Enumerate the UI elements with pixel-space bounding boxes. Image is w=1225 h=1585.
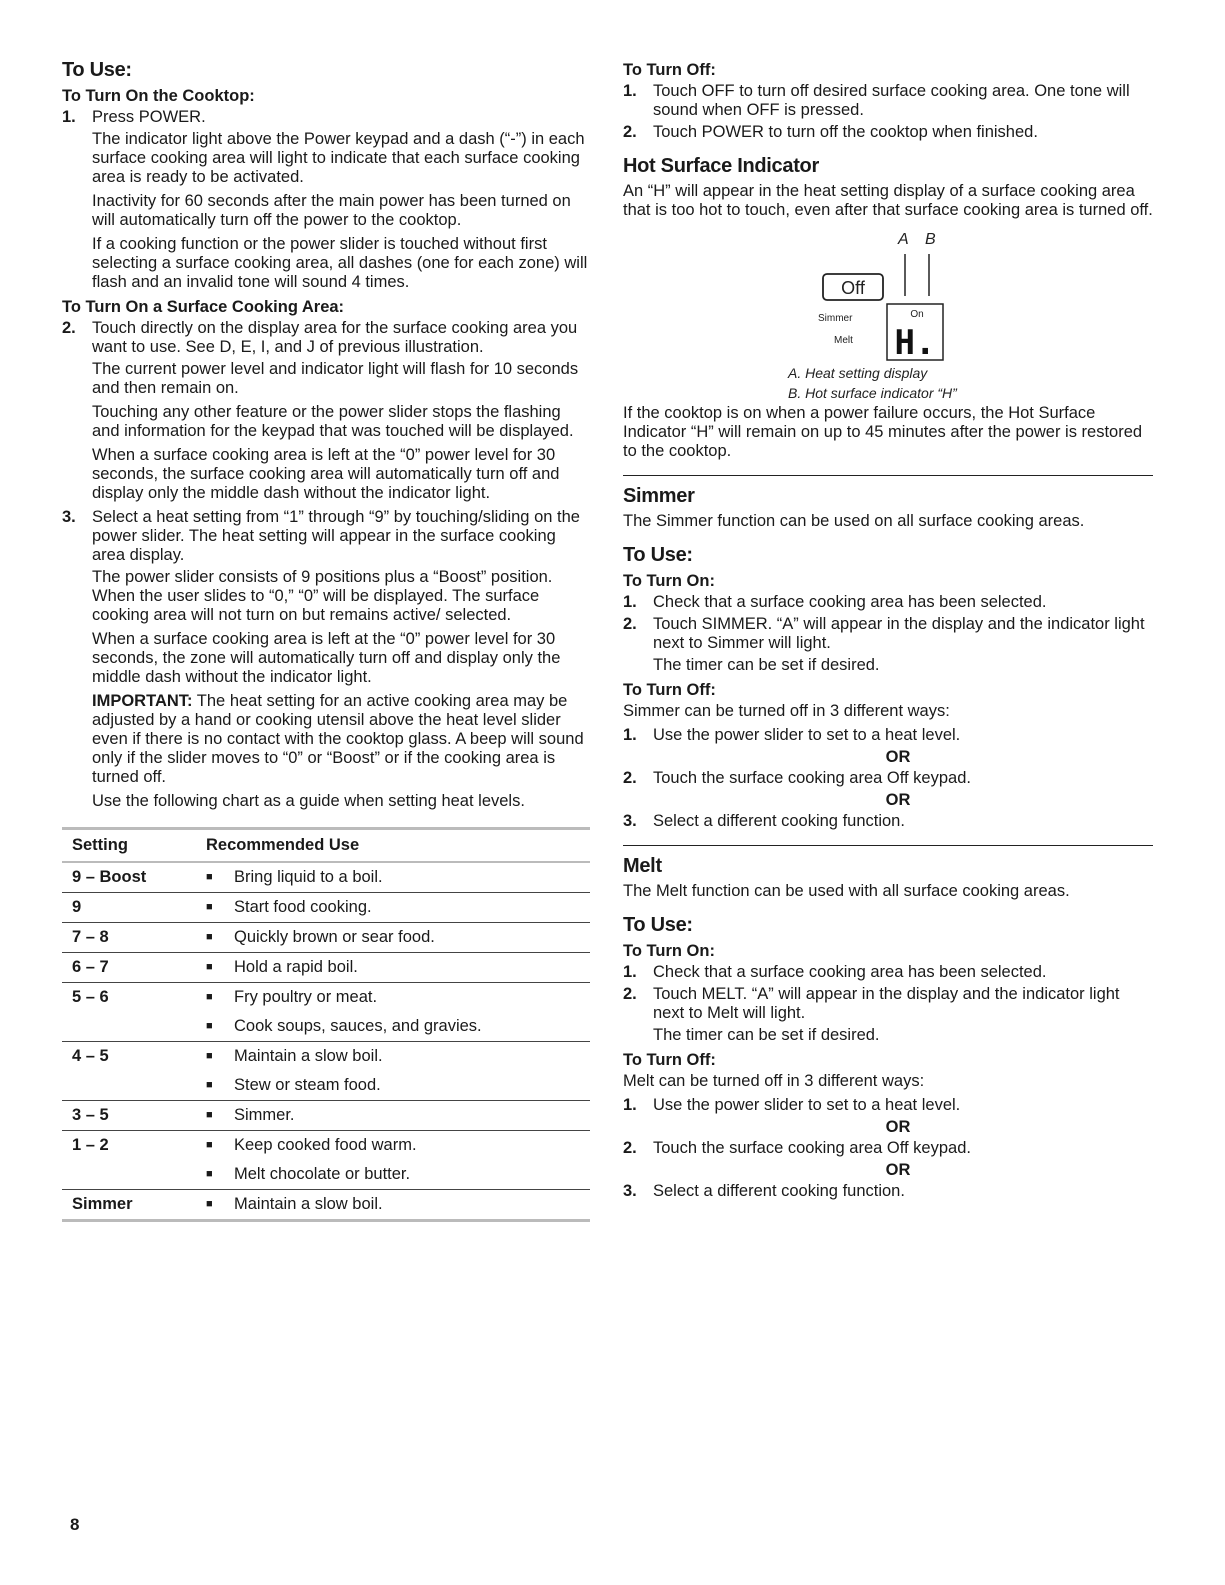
- table-body: [62, 863, 590, 1222]
- heading-simmer-to-use: To Use:: [623, 544, 693, 566]
- label-a: A: [898, 231, 909, 248]
- or-separator: OR: [885, 1118, 911, 1136]
- bullet-icon: ■: [206, 931, 213, 943]
- important-label: IMPORTANT:: [92, 692, 193, 710]
- subheading-turn-on-cooktop: To Turn On the Cooktop:: [62, 87, 255, 105]
- setting-cell: Simmer: [72, 1195, 133, 1213]
- step-text: Select a different cooking function.: [653, 1182, 905, 1200]
- melt-label: Melt: [834, 335, 853, 346]
- subheading-melt-turn-off: To Turn Off:: [623, 1051, 716, 1069]
- setting-cell: 9 – Boost: [72, 868, 147, 886]
- setting-cell: 3 – 5: [72, 1106, 109, 1124]
- use-cell: Keep cooked food warm.: [234, 1136, 417, 1154]
- bullet-icon: ■: [206, 1020, 213, 1032]
- or-separator: OR: [885, 748, 911, 766]
- simmer-off-step-2: [623, 769, 1153, 788]
- paragraph: The power slider consists of 9 positions plus a “Boost” position. When the user slides to “0,” “0” will be displayed. The surface cooking area will not turn on but remains active/ selected.: [92, 568, 553, 624]
- control-display-illustration: [623, 226, 1153, 366]
- bullet-icon: ■: [206, 1050, 213, 1062]
- paragraph: Melt can be turned off in 3 different ways:: [623, 1072, 925, 1090]
- h-indicator: H.: [894, 323, 936, 363]
- bullet-icon: ■: [206, 1168, 213, 1180]
- left-column: [62, 58, 590, 1222]
- table-row: [62, 1012, 590, 1041]
- setting-cell: 6 – 7: [72, 958, 109, 976]
- step-number: 1.: [623, 593, 637, 611]
- table-row: [62, 893, 590, 922]
- step-text: Check that a surface cooking area has been selected.: [653, 963, 1047, 981]
- step-text: Press POWER.: [92, 108, 206, 126]
- step-number: 3.: [62, 508, 76, 526]
- table-row-group: [62, 1190, 590, 1222]
- step-number: 2.: [623, 985, 637, 1003]
- setting-cell: 9: [72, 898, 82, 916]
- step-number: 3.: [623, 812, 637, 830]
- step-2: [62, 319, 590, 357]
- paragraph: If a cooking function or the power slider is touched without first selecting a surface cooking area, all dashes (one for each zone) will flash and an invalid tone will sound 4 times.: [92, 235, 588, 291]
- section-heading-to-use: To Use:: [62, 59, 132, 81]
- melt-off-step-3: [623, 1182, 1153, 1201]
- table-header: [62, 830, 590, 863]
- table-row-group: [62, 923, 590, 953]
- table-row: [62, 1160, 590, 1189]
- table-row-group: [62, 1131, 590, 1190]
- figure-caption: [788, 363, 957, 403]
- divider: [623, 475, 1153, 476]
- paragraph: The indicator light above the Power keypad and a dash (“-”) in each surface cooking area will light to indicate that each surface cooking area is ready to be activated.: [92, 130, 585, 186]
- melt-off-step-2: [623, 1139, 1153, 1158]
- step-text: Touch directly on the display area for the surface cooking area you want to use. See D, E, I, and J of previous illustration.: [92, 319, 578, 356]
- paragraph: The timer can be set if desired.: [653, 1026, 880, 1044]
- bullet-icon: ■: [206, 901, 213, 913]
- step-number: 3.: [623, 1182, 637, 1200]
- setting-cell: 4 – 5: [72, 1047, 109, 1065]
- setting-cell: 5 – 6: [72, 988, 109, 1006]
- bullet-icon: ■: [206, 991, 213, 1003]
- divider: [623, 845, 1153, 846]
- table-row: [62, 983, 590, 1012]
- paragraph: Use the following chart as a guide when setting heat levels.: [92, 792, 525, 810]
- table-row: [62, 1071, 590, 1100]
- step-text: Touch MELT. “A” will appear in the display and the indicator light next to Melt will light.: [653, 985, 1120, 1022]
- paragraph: When a surface cooking area is left at the “0” power level for 30 seconds, the zone will automatically turn off and display only the middle dash without the indicator light.: [92, 630, 561, 686]
- melt-on-step-2: [623, 985, 1153, 1023]
- use-cell: Melt chocolate or butter.: [234, 1165, 411, 1183]
- simmer-off-step-1: [623, 726, 1153, 745]
- label-b: B: [925, 231, 936, 248]
- table-row: [62, 1101, 590, 1130]
- bullet-icon: ■: [206, 1139, 213, 1151]
- table-row: [62, 1042, 590, 1071]
- step-number: 2.: [623, 615, 637, 633]
- melt-off-step-1: [623, 1096, 1153, 1115]
- page-number: 8: [70, 1515, 80, 1534]
- step-3: [62, 508, 590, 565]
- step-text: Select a heat setting from “1” through “9” by touching/sliding on the power slider. The heat setting will appear in the surface cooking area display.: [92, 508, 580, 564]
- use-cell: Bring liquid to a boil.: [234, 868, 383, 886]
- step-number: 2.: [623, 123, 637, 141]
- use-cell: Simmer.: [234, 1106, 295, 1124]
- paragraph: Inactivity for 60 seconds after the main power has been turned on will automatically turn off the power to the cooktop.: [92, 192, 571, 229]
- use-cell: Cook soups, sauces, and gravies.: [234, 1017, 482, 1035]
- table-row-group: [62, 1042, 590, 1101]
- table-row: [62, 1131, 590, 1160]
- bullet-icon: ■: [206, 1109, 213, 1121]
- step-text: Touch the surface cooking area Off keypad.: [653, 769, 971, 787]
- bullet-icon: ■: [206, 961, 213, 973]
- table-row-group: [62, 983, 590, 1042]
- paragraph: Simmer can be turned off in 3 different ways:: [623, 702, 950, 720]
- simmer-label: Simmer: [818, 313, 853, 324]
- bullet-icon: ■: [206, 1079, 213, 1091]
- off-step-1: [623, 82, 1153, 120]
- simmer-on-step-1: [623, 593, 1153, 612]
- heading-melt-to-use: To Use:: [623, 914, 693, 936]
- setting-cell: 7 – 8: [72, 928, 109, 946]
- step-text: Select a different cooking function.: [653, 812, 905, 830]
- heading-simmer: Simmer: [623, 485, 695, 507]
- use-cell: Quickly brown or sear food.: [234, 928, 435, 946]
- important-note: [92, 692, 590, 787]
- heading-melt: Melt: [623, 855, 662, 877]
- caption-a: A. Heat setting display: [788, 365, 928, 381]
- or-separator: OR: [885, 791, 911, 809]
- step-1: [62, 108, 590, 127]
- paragraph: Touching any other feature or the power slider stops the flashing and information for the keypad that was touched will be displayed.: [92, 403, 574, 440]
- paragraph: The Melt function can be used with all surface cooking areas.: [623, 882, 1070, 900]
- paragraph: When a surface cooking area is left at the “0” power level for 30 seconds, the surface cooking area will automatically turn off and display only the middle dash without the indicator light.: [92, 446, 560, 502]
- use-cell: Hold a rapid boil.: [234, 958, 358, 976]
- table-row: [62, 953, 590, 982]
- step-text: Touch the surface cooking area Off keypad.: [653, 1139, 971, 1157]
- caption-b: B. Hot surface indicator “H”: [788, 385, 957, 401]
- right-column: [623, 58, 1153, 1204]
- step-text: Use the power slider to set to a heat level.: [653, 726, 961, 744]
- paragraph: The current power level and indicator light will flash for 10 seconds and then remain on.: [92, 360, 579, 397]
- column-header-use: Recommended Use: [206, 836, 360, 854]
- table-row: [62, 923, 590, 952]
- hot-surface-figure: [623, 226, 1153, 401]
- paragraph: The Simmer function can be used on all surface cooking areas.: [623, 512, 1085, 530]
- step-number: 2.: [623, 1139, 637, 1157]
- subheading-simmer-turn-off: To Turn Off:: [623, 681, 716, 699]
- use-cell: Maintain a slow boil.: [234, 1195, 383, 1213]
- important-text: The heat setting for an active cooking area may be adjusted by a hand or cooking utensil above the heat level slider even if there is no contact with the cooktop glass. A beep will sound only if the slider moves to “0” or “Boost” or if the cooking area is turned off.: [92, 692, 584, 786]
- subheading-simmer-turn-on: To Turn On:: [623, 572, 715, 590]
- use-cell: Fry poultry or meat.: [234, 988, 378, 1006]
- column-header-setting: Setting: [72, 836, 128, 854]
- use-cell: Maintain a slow boil.: [234, 1047, 383, 1065]
- or-separator: OR: [885, 1161, 911, 1179]
- table-row-group: [62, 863, 590, 893]
- heading-hot-surface: Hot Surface Indicator: [623, 155, 819, 177]
- bullet-icon: ■: [206, 871, 213, 883]
- step-text: Touch OFF to turn off desired surface cooking area. One tone will sound when OFF is pressed.: [653, 82, 1130, 119]
- paragraph: The timer can be set if desired.: [653, 656, 880, 674]
- table-row: [62, 1190, 590, 1219]
- step-number: 1.: [623, 726, 637, 744]
- use-cell: Stew or steam food.: [234, 1076, 381, 1094]
- simmer-on-step-2: [623, 615, 1153, 653]
- table-row-group: [62, 1101, 590, 1131]
- paragraph: If the cooktop is on when a power failure occurs, the Hot Surface Indicator “H” will remain on up to 45 minutes after the power is restored to the cooktop.: [623, 404, 1143, 460]
- step-text: Touch SIMMER. “A” will appear in the display and the indicator light next to Simmer will light.: [653, 615, 1145, 652]
- on-label: On: [910, 309, 924, 320]
- subheading-melt-turn-on: To Turn On:: [623, 942, 715, 960]
- step-text: Check that a surface cooking area has been selected.: [653, 593, 1047, 611]
- subheading-turn-on-area: To Turn On a Surface Cooking Area:: [62, 298, 345, 316]
- melt-on-step-1: [623, 963, 1153, 982]
- table-row-group: [62, 953, 590, 983]
- table-row: [62, 863, 590, 892]
- heat-settings-table: [62, 827, 590, 1222]
- step-number: 1.: [623, 1096, 637, 1114]
- step-text: Touch POWER to turn off the cooktop when finished.: [653, 123, 1038, 141]
- step-number: 1.: [62, 108, 76, 126]
- step-number: 1.: [623, 82, 637, 100]
- paragraph: An “H” will appear in the heat setting display of a surface cooking area that is too hot to touch, even after that surface cooking area is turned off.: [623, 182, 1153, 219]
- off-step-2: [623, 123, 1153, 142]
- step-number: 2.: [62, 319, 76, 337]
- step-text: Use the power slider to set to a heat level.: [653, 1096, 961, 1114]
- use-cell: Start food cooking.: [234, 898, 372, 916]
- subheading-turn-off: To Turn Off:: [623, 61, 716, 79]
- table-row-group: [62, 893, 590, 923]
- step-number: 1.: [623, 963, 637, 981]
- off-label: Off: [841, 278, 865, 298]
- setting-cell: 1 – 2: [72, 1136, 109, 1154]
- bullet-icon: ■: [206, 1198, 213, 1210]
- simmer-off-step-3: [623, 812, 1153, 831]
- step-number: 2.: [623, 769, 637, 787]
